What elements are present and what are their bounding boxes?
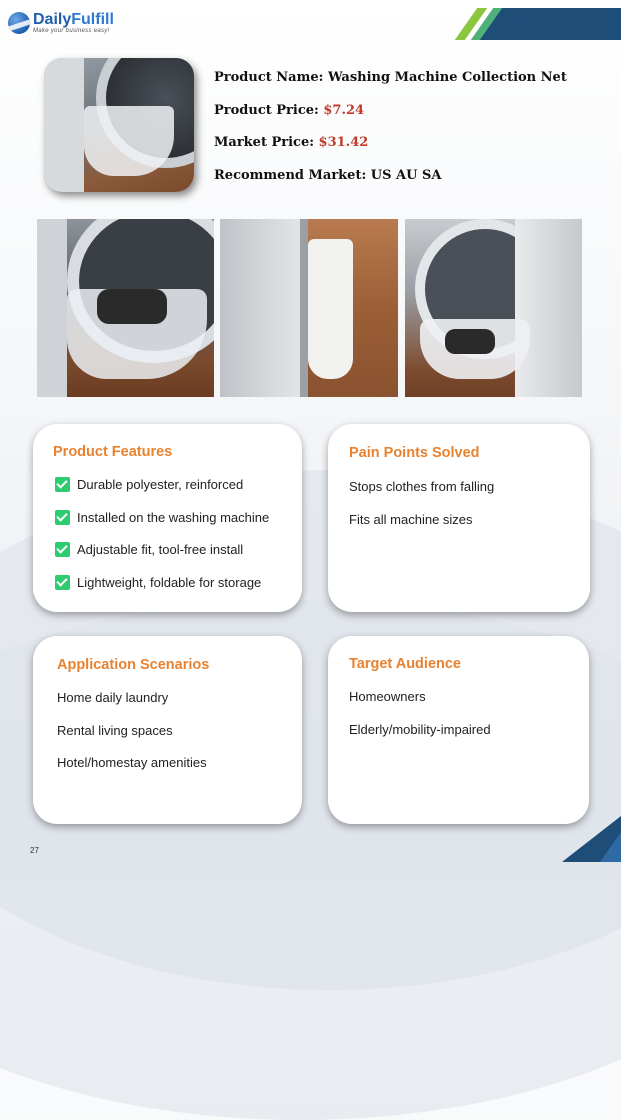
product-photo-1: [37, 219, 214, 397]
list-item: Adjustable fit, tool-free install: [55, 542, 269, 575]
product-main-image: [44, 58, 194, 192]
list-item: Elderly/mobility-impaired: [349, 721, 491, 737]
list-item: Hotel/homestay amenities: [57, 755, 207, 770]
scenarios-list: [57, 690, 207, 788]
product-photo-3: [405, 219, 582, 397]
target-audience-card: [328, 636, 589, 824]
product-name: Product Name: Washing Machine Collection Net: [214, 70, 567, 85]
list-item: Homeowners: [349, 689, 426, 704]
market-price: Market Price: $31.42: [214, 135, 369, 150]
list-item: Fits all machine sizes: [349, 511, 473, 527]
list-item: Durable polyester, reinforced: [55, 477, 269, 510]
card-title: Product Features: [53, 444, 173, 460]
list-item: Stops clothes from falling: [349, 479, 495, 494]
brand-logo: [8, 12, 114, 34]
list-item: Installed on the washing machine: [55, 510, 269, 543]
list-item: Home daily laundry: [57, 690, 169, 705]
checkmark-icon: [55, 510, 70, 525]
corner-decoration-accent: [600, 832, 621, 862]
list-item: Rental living spaces: [57, 722, 173, 738]
features-list: [55, 477, 269, 607]
brand-tagline: Make your business easy!: [33, 28, 110, 34]
globe-icon: [8, 12, 30, 34]
card-title: Pain Points Solved: [349, 445, 480, 461]
audience-list: [349, 689, 491, 754]
checkmark-icon: [55, 575, 70, 590]
pain-points-list: [349, 479, 494, 544]
brand-name: DailyFulfill: [33, 11, 114, 28]
product-price: Product Price: $7.24: [214, 102, 365, 118]
product-photo-2: [220, 219, 398, 397]
card-title: Application Scenarios: [57, 657, 210, 673]
card-title: Target Audience: [349, 656, 461, 672]
recommend-market: Recommend Market: US AU SA: [214, 167, 442, 183]
page-number: 27: [30, 846, 39, 855]
product-info: [214, 70, 567, 200]
list-item: Lightweight, foldable for storage: [55, 575, 269, 608]
checkmark-icon: [55, 477, 70, 492]
pain-points-card: [328, 424, 590, 612]
application-scenarios-card: [33, 636, 302, 824]
header-bar: [505, 8, 621, 40]
checkmark-icon: [55, 542, 70, 557]
product-features-card: [33, 424, 302, 612]
